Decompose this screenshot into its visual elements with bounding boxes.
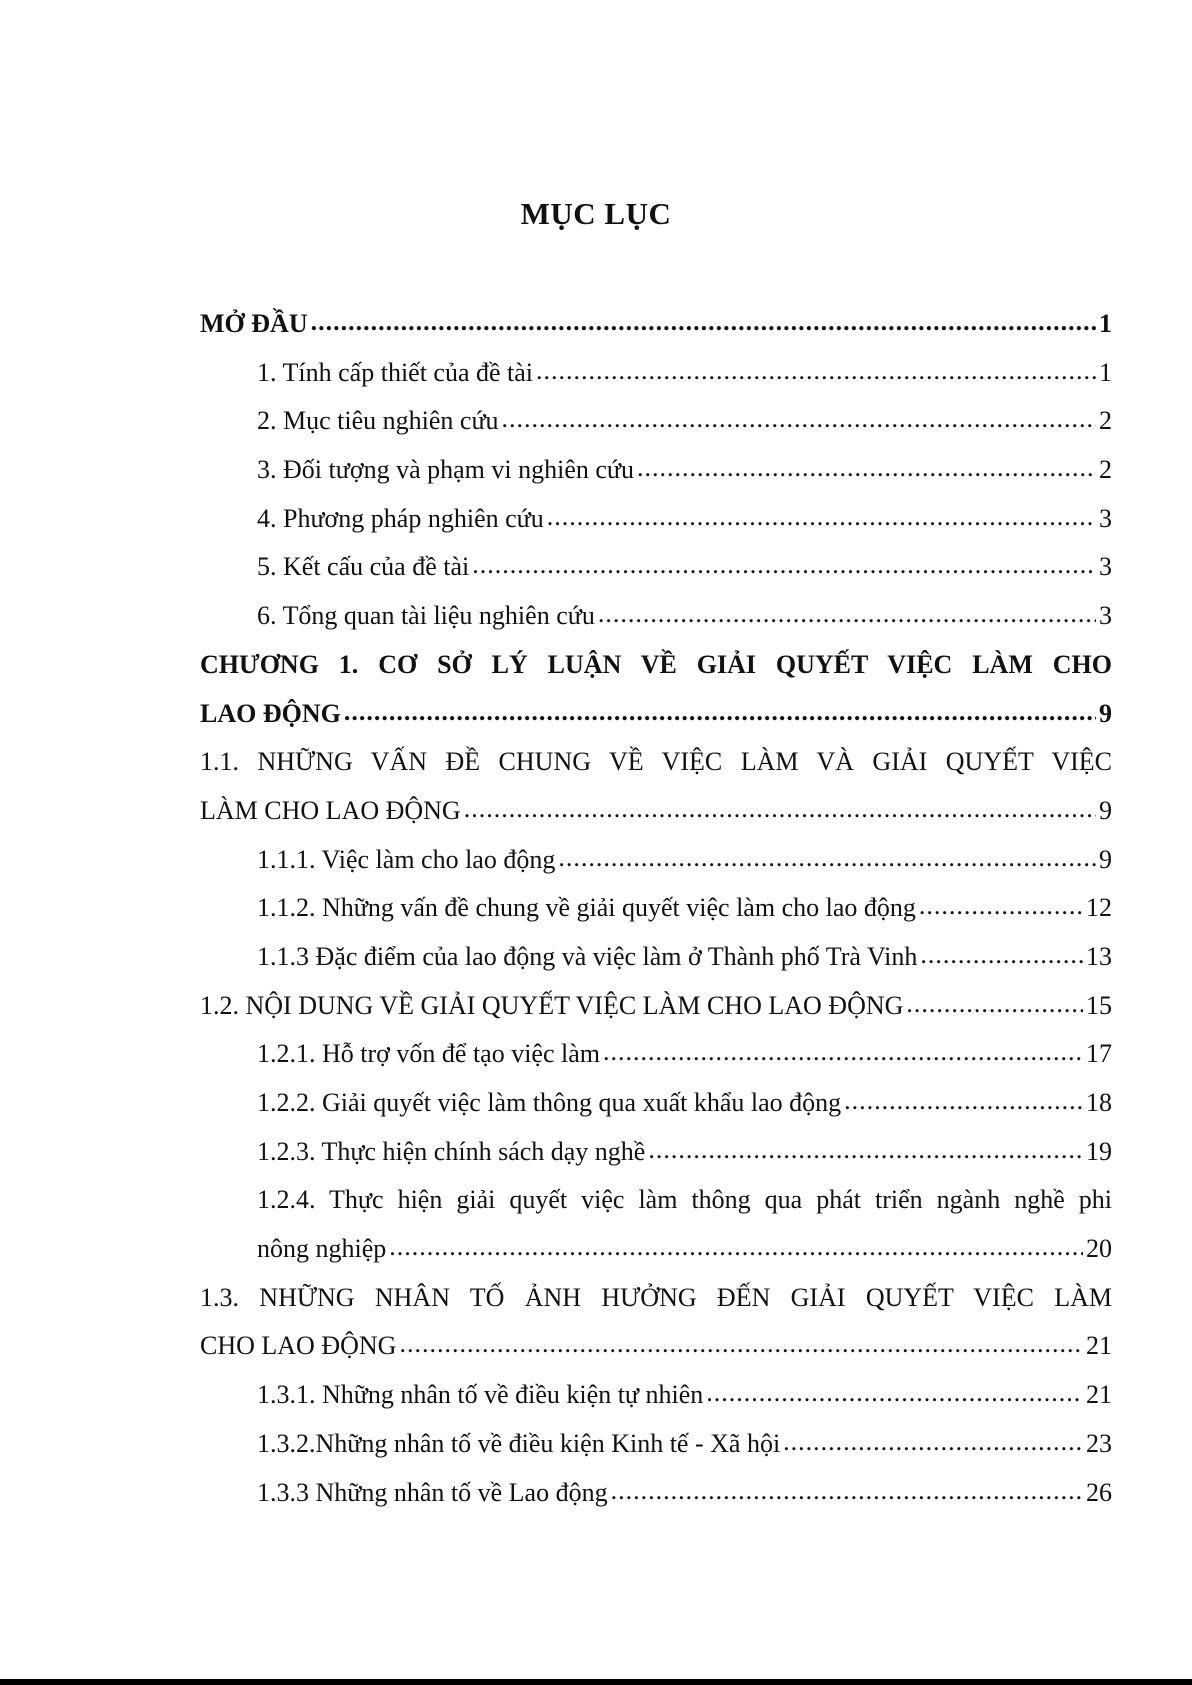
toc-entry-text: nông nghiệp <box>257 1234 387 1264</box>
toc-entry[interactable] <box>200 1030 1112 1079</box>
toc-page-number: 18 <box>1086 1088 1112 1117</box>
toc-entry-text: 1.3.1. Những nhân tố về điều kiện tự nhiên <box>257 1380 704 1410</box>
dot-leader <box>648 1126 1083 1175</box>
dot-leader <box>603 1028 1083 1077</box>
dot-leader <box>536 347 1096 396</box>
toc-page-number: 13 <box>1086 941 1112 971</box>
toc-page-number: 3 <box>1099 503 1112 533</box>
toc-entry[interactable] <box>200 592 1112 641</box>
toc-entry[interactable] <box>200 446 1112 495</box>
toc-entry-text: 1. Tính cấp thiết của đề tài <box>257 357 534 387</box>
toc-entry-text: CHO LAO ĐỘNG <box>200 1331 397 1361</box>
dot-leader <box>783 1418 1083 1467</box>
toc-section-1-3-line-1[interactable] <box>200 1274 1112 1323</box>
page-title: MỤC LỤC <box>520 196 672 231</box>
dot-leader <box>311 298 1096 347</box>
toc-entry-text: 1.1.2. Những vấn đề chung về giải quyết việc làm cho lao động <box>257 893 916 923</box>
toc-entry[interactable] <box>200 397 1112 446</box>
toc-page-number: 20 <box>1086 1234 1112 1264</box>
toc-entry-text: 1.2.1. Hỗ trợ vốn để tạo việc làm <box>257 1039 601 1069</box>
dot-leader <box>472 541 1096 590</box>
toc-entry-text: 5. Kết cấu của đề tài <box>257 552 470 582</box>
toc-entry-text: 1.2.2. Giải quyết việc làm thông qua xuất khẩu lao động <box>257 1088 842 1117</box>
toc-entry[interactable] <box>200 933 1112 982</box>
toc-entry-mo-dau[interactable] <box>200 300 1112 349</box>
toc-page-number: 3 <box>1099 552 1112 582</box>
toc-page-number: 26 <box>1086 1477 1112 1507</box>
toc-entry[interactable] <box>200 543 1112 592</box>
toc-page-number: 19 <box>1086 1136 1112 1166</box>
toc-section-1-1-line-1[interactable] <box>200 738 1112 787</box>
dot-leader <box>919 882 1083 931</box>
toc-entry[interactable] <box>200 836 1112 885</box>
toc-entry[interactable] <box>200 1079 1112 1128</box>
dot-leader <box>389 1223 1083 1272</box>
toc-page-number: 2 <box>1099 406 1112 436</box>
dot-leader <box>906 980 1083 1029</box>
dot-leader <box>598 590 1096 639</box>
toc-section-1-3-line-2[interactable] <box>200 1322 1112 1371</box>
dot-leader <box>706 1369 1083 1418</box>
toc-entry[interactable] <box>200 884 1112 933</box>
toc-page-number: 15 <box>1086 990 1112 1020</box>
dot-leader <box>637 444 1096 493</box>
dot-leader <box>920 931 1083 980</box>
toc-section-1-1-line-2[interactable] <box>200 787 1112 836</box>
toc-entry-1-2-4-line-2[interactable] <box>200 1225 1112 1274</box>
toc-page-number: 23 <box>1086 1428 1112 1458</box>
toc-entry-1-2-4-line-1[interactable] <box>200 1176 1112 1225</box>
dot-leader <box>844 1077 1083 1126</box>
dot-leader <box>558 834 1096 883</box>
toc-entry-text: 1.1. NHỮNG VẤN ĐỀ CHUNG VỀ VIỆC LÀM VÀ GIẢI QUYẾT VIỆC <box>200 747 1112 777</box>
dot-leader <box>399 1320 1083 1369</box>
toc-page-number: 2 <box>1099 455 1112 485</box>
toc-entry-text: 1.3. NHỮNG NHÂN TỐ ẢNH HƯỞNG ĐẾN GIẢI QUYẾT VIỆC LÀM <box>200 1282 1112 1312</box>
toc-entry-text: 2. Mục tiêu nghiên cứu <box>257 406 499 436</box>
toc-entry-text: 1.2.3. Thực hiện chính sách dạy nghề <box>257 1136 646 1166</box>
toc-entry-text: 6. Tổng quan tài liệu nghiên cứu <box>257 601 595 631</box>
dot-leader <box>547 493 1096 542</box>
toc-entry[interactable] <box>200 495 1112 544</box>
toc-entry-text: 1.2. NỘI DUNG VỀ GIẢI QUYẾT VIỆC LÀM CHO LAO ĐỘNG <box>200 990 904 1020</box>
toc-entry-text: 1.1.1. Việc làm cho lao động <box>257 844 556 874</box>
toc-entry-text: 1.3.2.Những nhân tố về điều kiện Kinh tế - Xã hội <box>257 1428 781 1458</box>
toc-page-number: 21 <box>1086 1380 1112 1410</box>
toc-page-number: 9 <box>1099 698 1112 728</box>
toc-page-number: 1 <box>1099 357 1112 387</box>
toc-entry-text: 1.3.3 Những nhân tố về Lao động <box>257 1477 608 1507</box>
toc-entry[interactable] <box>200 1420 1112 1469</box>
toc-entry-text: 3. Đối tượng và phạm vi nghiên cứu <box>257 455 634 485</box>
toc-page-number: 9 <box>1099 795 1112 825</box>
toc-entry-text: MỞ ĐẦU <box>200 309 308 338</box>
dot-leader <box>502 395 1096 444</box>
table-of-contents <box>200 300 1112 1517</box>
toc-page-number: 17 <box>1086 1039 1112 1069</box>
toc-entry-text: 1.2.4. Thực hiện giải quyết việc làm thông qua phát triển ngành nghề phi <box>257 1185 1112 1215</box>
toc-page-number: 21 <box>1086 1331 1112 1361</box>
page-bottom-border <box>0 1679 1192 1685</box>
toc-section-1-2[interactable] <box>200 982 1112 1031</box>
toc-entry-text: CHƯƠNG 1. CƠ SỞ LÝ LUẬN VỀ GIẢI QUYẾT VIỆC LÀM CHO <box>200 649 1112 679</box>
dot-leader <box>611 1467 1083 1516</box>
toc-entry[interactable] <box>200 1128 1112 1177</box>
dot-leader <box>464 785 1096 834</box>
toc-entry[interactable] <box>200 1371 1112 1420</box>
toc-entry-text: LÀM CHO LAO ĐỘNG <box>200 795 461 825</box>
dot-leader <box>344 688 1096 737</box>
toc-chapter-1-line-1[interactable] <box>200 641 1112 690</box>
toc-page-number: 12 <box>1086 893 1112 923</box>
toc-page-number: 1 <box>1099 309 1112 338</box>
toc-chapter-1-line-2[interactable] <box>200 690 1112 739</box>
toc-page-number: 9 <box>1099 844 1112 874</box>
toc-page-number: 3 <box>1099 601 1112 631</box>
toc-entry[interactable] <box>200 349 1112 398</box>
toc-entry-text: LAO ĐỘNG <box>200 698 341 728</box>
toc-entry-text: 1.1.3 Đặc điểm của lao động và việc làm ở Thành phố Trà Vinh <box>257 941 918 971</box>
toc-entry[interactable] <box>200 1469 1112 1518</box>
toc-entry-text: 4. Phương pháp nghiên cứu <box>257 503 544 533</box>
